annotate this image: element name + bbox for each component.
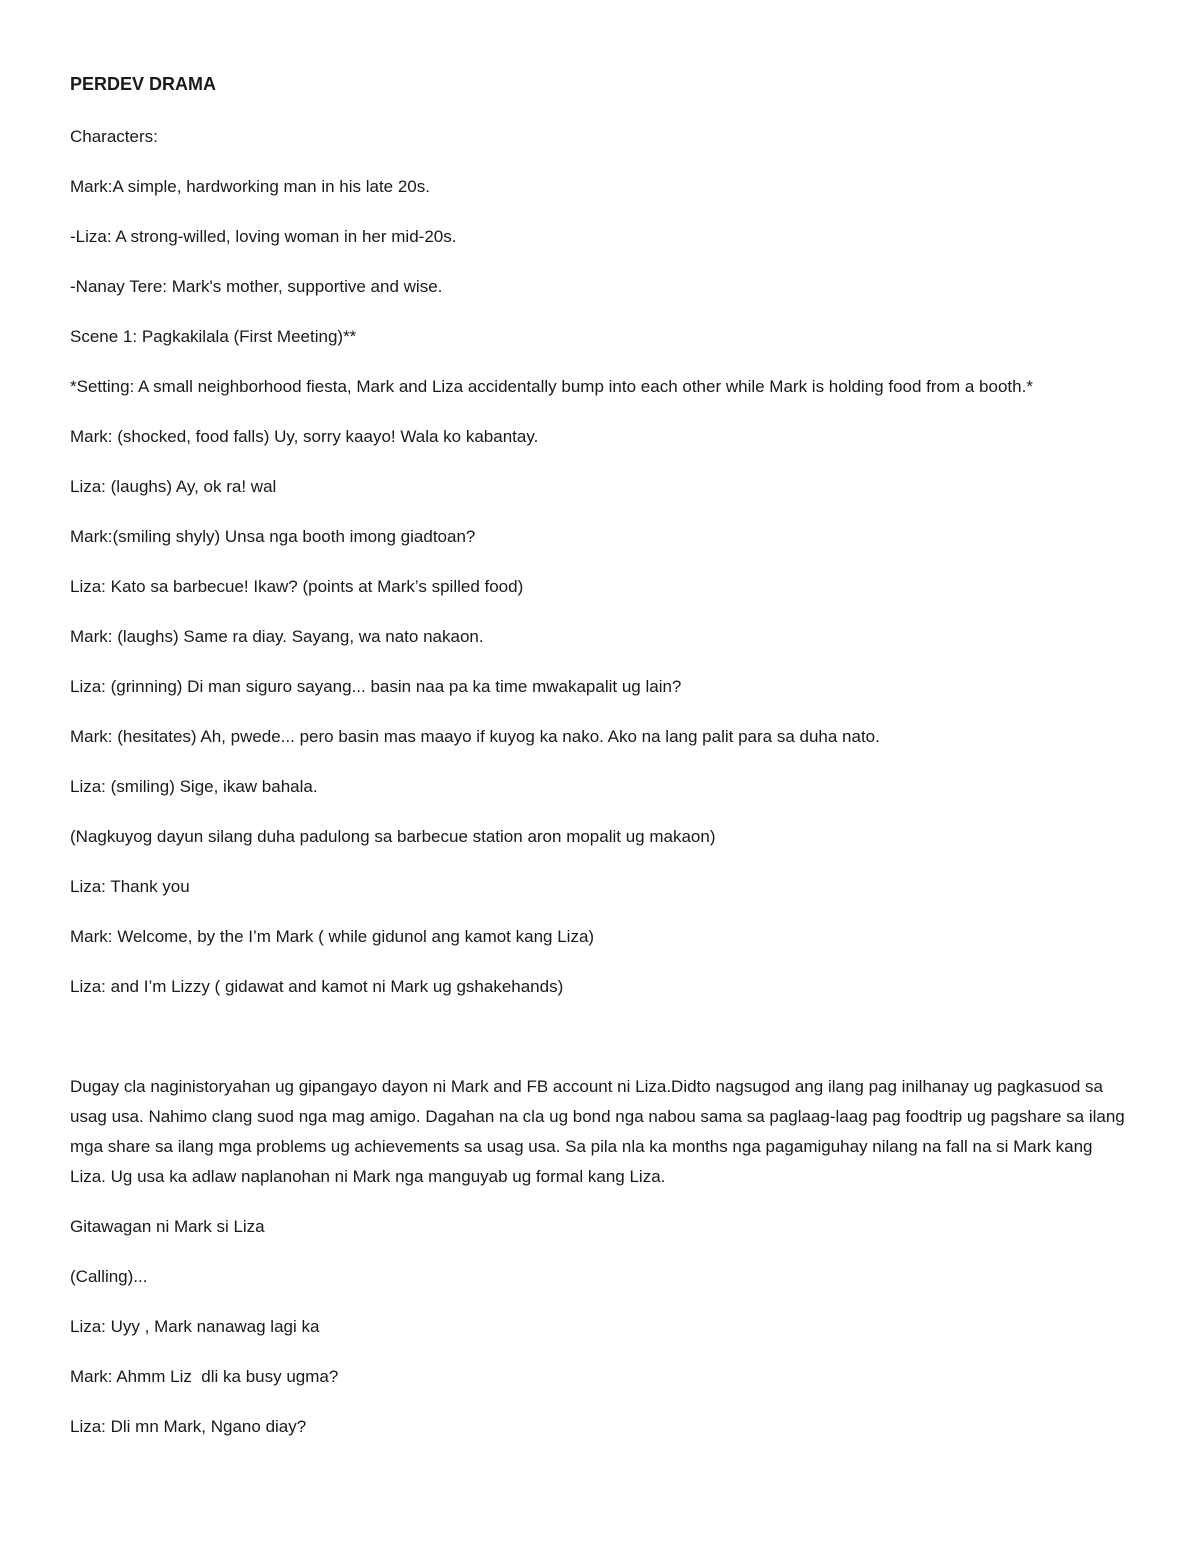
narrative-section [70, 1072, 1132, 1442]
dialogue-line: Liza: Kato sa barbecue! Ikaw? (points at Mark’s spilled food) [70, 577, 524, 596]
character-mark: Mark:A simple, hardworking man in his late 20s. [70, 177, 430, 196]
dialogue-line: Liza: and I’m Lizzy ( gidawat and kamot ni Mark ug gshakehands) [70, 977, 564, 996]
blank-space [70, 1022, 1132, 1072]
stage-direction: (Calling)... [70, 1267, 148, 1286]
dialogue-line: Mark: Welcome, by the I’m Mark ( while gidunol ang kamot kang Liza) [70, 927, 595, 946]
narrative-line: Gitawagan ni Mark si Liza [70, 1217, 265, 1236]
narrative-paragraph: Dugay cla naginistoryahan ug gipangayo dayon ni Mark and FB account ni Liza.Didto nagsugod ang ilang pag inilhanay ug pagkasuod sa usag usa. Nahimo clang suod nga mag amigo. Dagahan na cla ug bond nga nabou sama sa paglaag-laag pag foodtrip ug pagshare sa ilang mga share sa ilang mga problems ug achievements sa usag usa. Sa pila nla ka months nga pagamiguhay nilang na fall na si Mark kang Liza. Ug usa ka adlaw naplanohan ni Mark nga manguyab ug formal kang Liza. [70, 1077, 1130, 1186]
scene-setting: *Setting: A small neighborhood fiesta, Mark and Liza accidentally bump into each other while Mark is holding food from a booth.* [70, 377, 1033, 396]
document-page [70, 72, 1132, 1462]
document-title: PERDEV DRAMA [70, 74, 217, 94]
dialogue-line: Liza: (smiling) Sige, ikaw bahala. [70, 777, 318, 796]
dialogue-line: Mark:(smiling shyly) Unsa nga booth imong giadtoan? [70, 527, 476, 546]
stage-direction: (Nagkuyog dayun silang duha padulong sa barbecue station aron mopalit ug makaon) [70, 827, 716, 846]
dialogue-line: Mark: (laughs) Same ra diay. Sayang, wa nato nakaon. [70, 627, 484, 646]
dialogue-line: Mark: (hesitates) Ah, pwede... pero basin mas maayo if kuyog ka nako. Ako na lang palit para sa duha nato. [70, 727, 880, 746]
character-liza: -Liza: A strong-willed, loving woman in her mid-20s. [70, 227, 457, 246]
character-nanay-tere: -Nanay Tere: Mark's mother, supportive and wise. [70, 277, 443, 296]
script-section [70, 122, 1132, 1002]
dialogue-line: Liza: Thank you [70, 877, 190, 896]
dialogue-line: Liza: (laughs) Ay, ok ra! wal [70, 477, 277, 496]
dialogue-line: Liza: Uyy , Mark nanawag lagi ka [70, 1317, 320, 1336]
dialogue-line: Liza: (grinning) Di man siguro sayang... basin naa pa ka time mwakapalit ug lain? [70, 677, 682, 696]
scene-heading: Scene 1: Pagkakilala (First Meeting)** [70, 327, 357, 346]
dialogue-line: Mark: Ahmm Liz dli ka busy ugma? [70, 1367, 339, 1386]
characters-heading: Characters: [70, 127, 158, 146]
dialogue-line: Liza: Dli mn Mark, Ngano diay? [70, 1417, 307, 1436]
dialogue-line: Mark: (shocked, food falls) Uy, sorry kaayo! Wala ko kabantay. [70, 427, 539, 446]
